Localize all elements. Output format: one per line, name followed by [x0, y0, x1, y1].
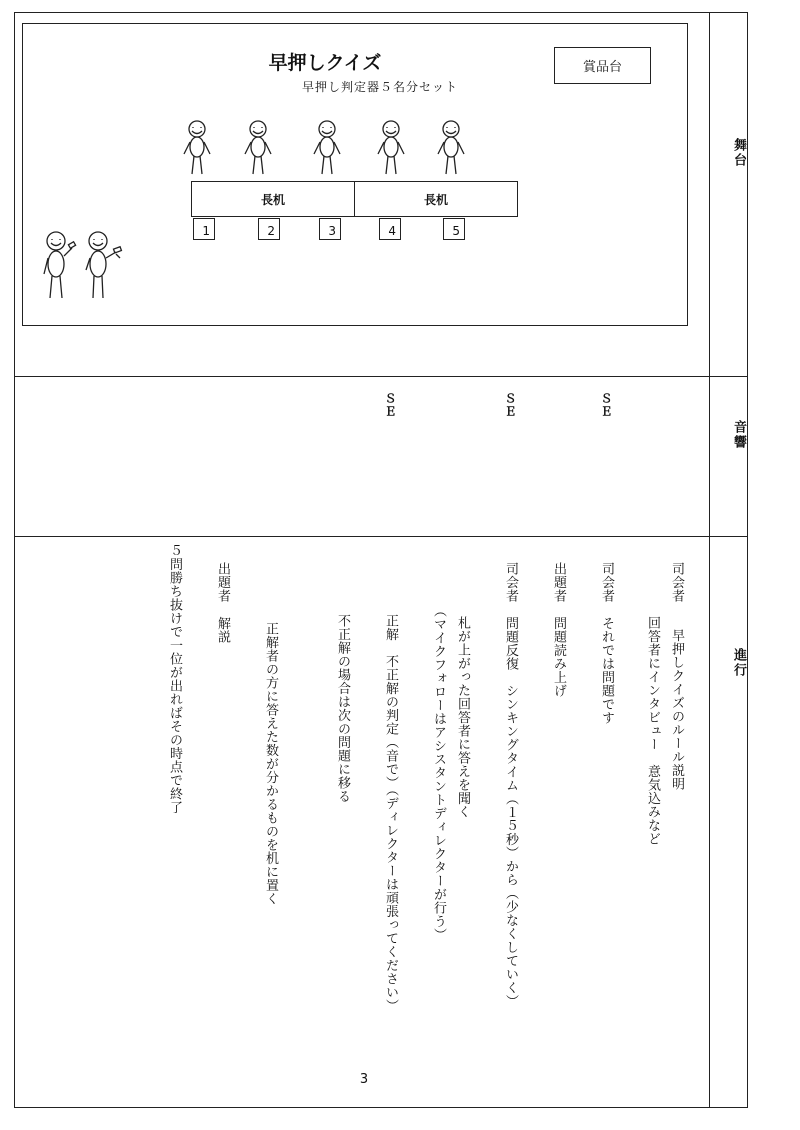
seat-number-2: 2 — [258, 218, 280, 240]
divider-sound-progress — [14, 536, 748, 537]
progress-line-4: 出題者問題読み上げ — [551, 562, 566, 698]
progress-line-9: 不正解の場合は次の問題に移る — [335, 614, 350, 803]
desk-left: 長机 — [191, 181, 355, 217]
page-number: 3 — [359, 1072, 369, 1087]
contestant-2-icon — [241, 120, 275, 176]
sound-cue-3: ＳＥ — [599, 392, 613, 418]
quiz-title: 早押しクイズ — [268, 52, 382, 74]
progress-line-3: 司会者それでは問題です — [599, 562, 614, 725]
progress-line-8: 正解 不正解の判定（音で）（ディレクターは頑張ってください） — [383, 614, 398, 1013]
seat-number-4: 4 — [379, 218, 401, 240]
progress-line-5: 司会者問題反復 シンキングタイム（１５秒）から（少なくしていく） — [503, 562, 518, 1008]
section-label-stage: 舞台 — [731, 138, 746, 168]
progress-line-7: （マイクフォローはアシスタントディレクターが行う） — [431, 604, 446, 942]
section-label-progress: 進行 — [731, 648, 746, 678]
prize-table: 賞品台 — [554, 47, 651, 84]
sound-cue-2: ＳＥ — [503, 392, 517, 418]
progress-line-1: 司会者早押しクイズのルール説明 — [669, 562, 684, 791]
label-column-divider — [709, 12, 710, 1108]
progress-line-10: 正解者の方に答えた数が分かるものを机に置く — [263, 622, 278, 906]
section-label-sound: 音響 — [731, 420, 746, 450]
progress-line-6: 札が上がった回答者に答えを聞く — [455, 616, 470, 819]
assistant-with-mic-icon — [82, 230, 124, 300]
seat-number-1: 1 — [193, 218, 215, 240]
contestant-1-icon — [180, 120, 214, 176]
quiz-subtitle: 早押し判定器５名分セット — [301, 80, 458, 94]
progress-line-11: 出題者解説 — [215, 562, 230, 644]
contestant-3-icon — [310, 120, 344, 176]
contestant-5-icon — [434, 120, 468, 176]
sound-cue-1: ＳＥ — [383, 392, 397, 418]
divider-stage-sound — [14, 376, 748, 377]
seat-number-3: 3 — [319, 218, 341, 240]
progress-line-2: 回答者にインタビュー 意気込みなど — [645, 616, 660, 846]
contestant-4-icon — [374, 120, 408, 176]
desk-right: 長机 — [354, 181, 518, 217]
host-with-mic-icon — [38, 230, 78, 300]
progress-line-12: ５問勝ち抜けで一位が出ればその時点で終了 — [167, 544, 182, 814]
seat-number-5: 5 — [443, 218, 465, 240]
